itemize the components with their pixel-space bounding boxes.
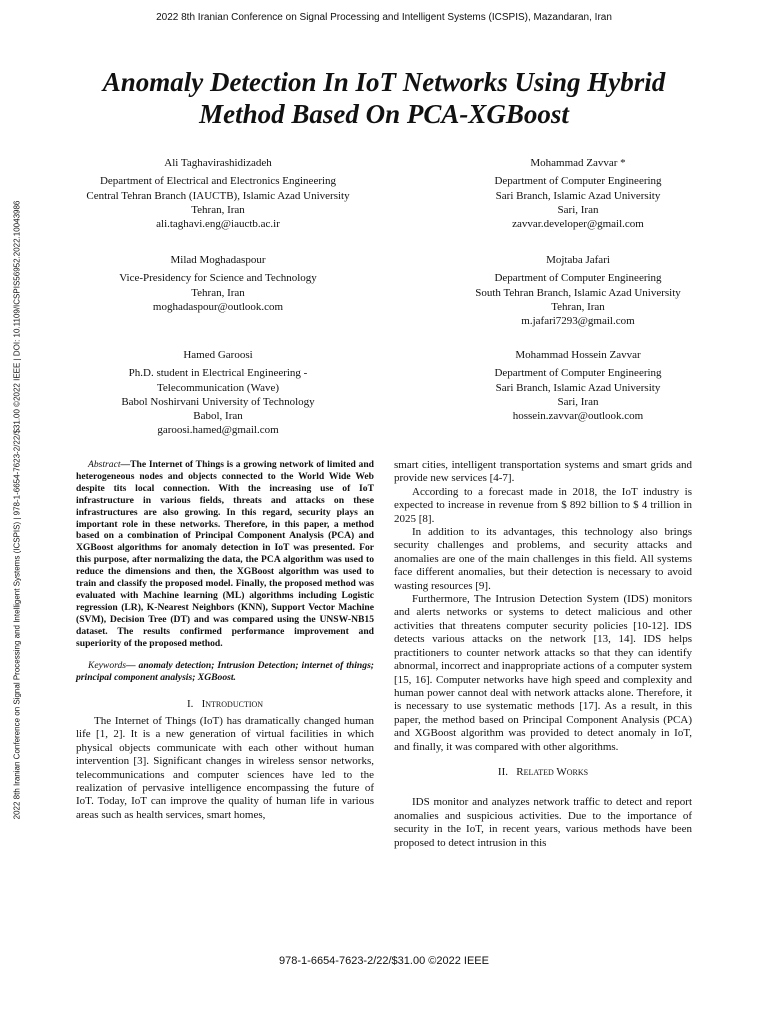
side-strip-text: 2022 8th Iranian Conference on Signal Processing and Intelligent Systems (ICSPIS) | 978-1-6654-7623-2/22/$31.00 ©2022 IEEE | DOI: 10.1109/ICSPIS56952.2022.10043986 — [12, 200, 22, 820]
section-title: Related Works — [516, 765, 589, 778]
paragraph: In addition to its advantages, this technology also brings security challenges and problems, and security attacks and anomalies are one of the main challenges in this field. All systems face different anomalies, but their detection is necessary to avoid wasting resources [9]. — [394, 526, 692, 592]
author-affiliation-line: Tehran, Iran — [551, 300, 605, 313]
author-affiliation-line: Tehran, Iran — [191, 203, 245, 216]
author-2 — [408, 156, 748, 231]
author-affiliation-line: Babol, Iran — [193, 410, 243, 423]
section-title: Introduction — [201, 697, 264, 710]
keywords-label: Keywords — [88, 659, 127, 671]
paragraph: smart cities, intelligent transportation systems and smart grids and provide new services [4-7]. — [394, 459, 692, 485]
paragraph: Furthermore, The Intrusion Detection System (IDS) monitors and alerts networks or systems to detect malicious and other activities that threatens computer security policies [10-12]. IDS detects various attacks on the network [13, 14]. IDS helps practitioners to counter network attacks so that they can identify abnormal, incorrect and inappropriate actions of a computer system [15, 16]. Computer networks have high speed and complexity and human power cannot deal with network attacks alone. Therefore, it is necessary to use systematic methods [17]. As a result, in this paper, the method based on Principal Component Analysis (PCA) and XGBoost algorithm was provided to detect anomaly in IoT, and finally, it was compared with other algorithms. — [394, 593, 692, 753]
section-heading-related-works — [394, 766, 692, 779]
section-spacer — [394, 783, 692, 796]
abstract-text: —The Internet of Things is a growing network of limited and heterogeneous nodes and objects connected to the World Wide Web despite tits local connection. With the increasing use of IoT infrastructure in various fields, threats and attacks on these infrastructures are also growing. In this regard, security plays an important role in these networks. Therefore, in this paper, a method based on a combination of Principal Component Analysis (PCA) and XGBoost algorithms for anomaly detection in IoT was presented. For this purpose, after normalizing the data, the PCA algorithm was used to reduce the dimensions and then, the XGBoost algorithm was used to train and classify the proposed model. Finally, the proposed method was evaluated with Machine learning (ML) algorithms including Logistic regression (LR), K-Nearest Neighbors (KNN), Support Vector Machine (SVM), Decision Tree (DT) and was compared using the UNSW-NB15 dataset. The results confirmed performance improvement and superiority of the proposed method. — [76, 459, 374, 649]
author-affiliation-line: Vice-Presidency for Science and Technology — [119, 272, 317, 285]
paragraph: The Internet of Things (IoT) has dramatically changed human life [1, 2]. It is a new generation of virtual facilities in which physical objects communicate with each other without human intervention [3]. Significant changes in wireless sensor networks, telecommunications and computer sciences have led to the realization of pervasive intelligence encompassing the future of IoT. Today, IoT can improve the quality of human life in various areas such as health services, smart homes, — [76, 714, 374, 821]
author-name: Milad Moghadaspour — [170, 254, 266, 266]
author-6 — [408, 348, 748, 423]
paragraph: According to a forecast made in 2018, the IoT industry is expected to increase in revenue from $ 892 billion to $ 4 trillion in 2025 [8]. — [394, 485, 692, 525]
author-name: Ali Taghavirashidizadeh — [164, 157, 272, 169]
author-name: Mojtaba Jafari — [546, 254, 610, 266]
author-affiliation-line: Tehran, Iran — [191, 286, 245, 299]
author-affiliation-line: Ph.D. student in Electrical Engineering - — [128, 367, 308, 380]
author-affiliation-line: Sari Branch, Islamic Azad University — [495, 189, 661, 202]
author-3 — [48, 253, 388, 314]
section-number: II. — [497, 765, 508, 778]
side-strip — [9, 148, 25, 872]
author-name: Mohammad Hossein Zavvar — [515, 349, 641, 361]
author-1 — [48, 156, 388, 231]
author-email: ali.taghavi.eng@iauctb.ac.ir — [156, 218, 280, 231]
author-affiliation-line: Department of Computer Engineering — [494, 272, 662, 285]
author-affiliation-line: Sari, Iran — [557, 395, 599, 408]
page-footer: 978-1-6654-7623-2/22/$31.00 ©2022 IEEE — [279, 955, 489, 967]
author-affiliation-line: Sari Branch, Islamic Azad University — [495, 381, 661, 394]
right-column — [394, 459, 692, 850]
keywords-text: — anomaly detection; Intrusion Detection; internet of things; principal component analysis; XGBoost. — [76, 659, 374, 683]
author-affiliation-line: Telecommunication (Wave) — [156, 381, 280, 394]
author-affiliation-line: South Tehran Branch, Islamic Azad University — [475, 286, 681, 299]
author-affiliation-line: Department of Computer Engineering — [494, 367, 662, 380]
abstract — [76, 459, 374, 650]
section-number: I. — [186, 697, 194, 710]
author-email: garoosi.hamed@gmail.com — [157, 424, 279, 437]
author-affiliation-line: Babol Noshirvani University of Technology — [121, 395, 315, 408]
abstract-label: Abstract — [88, 459, 121, 470]
author-name: Mohammad Zavvar * — [530, 157, 626, 169]
paragraph: IDS monitor and analyzes network traffic to detect and report anomalies and suspicious activities. Due to the importance of security in the IoT, in recent years, various methods have been proposed to detect intrusion in this — [394, 796, 692, 849]
author-affiliation-line: Department of Computer Engineering — [494, 175, 662, 188]
author-email: moghadaspour@outlook.com — [152, 300, 284, 313]
paper-title — [60, 66, 708, 130]
author-affiliation-line: Central Tehran Branch (IAUCTB), Islamic Azad University — [86, 189, 350, 202]
conference-header: 2022 8th Iranian Conference on Signal Processing and Intelligent Systems (ICSPIS), Mazandaran, Iran — [156, 12, 612, 23]
author-name: Hamed Garoosi — [183, 349, 253, 361]
left-column — [76, 459, 374, 822]
author-affiliation-line: Department of Electrical and Electronics Engineering — [99, 175, 337, 188]
author-email: hossein.zavvar@outlook.com — [512, 410, 644, 423]
author-5 — [48, 348, 388, 438]
author-email: zavvar.developer@gmail.com — [512, 218, 644, 231]
paper-title-line-1: Anomaly Detection In IoT Networks Using Hybrid — [102, 67, 666, 97]
author-4 — [408, 253, 748, 328]
author-affiliation-line: Sari, Iran — [557, 203, 599, 216]
keywords — [76, 660, 374, 684]
section-heading-introduction — [76, 698, 374, 711]
paper-title-line-2: Method Based On PCA-XGBoost — [199, 99, 569, 129]
author-email: m.jafari7293@gmail.com — [521, 315, 635, 328]
